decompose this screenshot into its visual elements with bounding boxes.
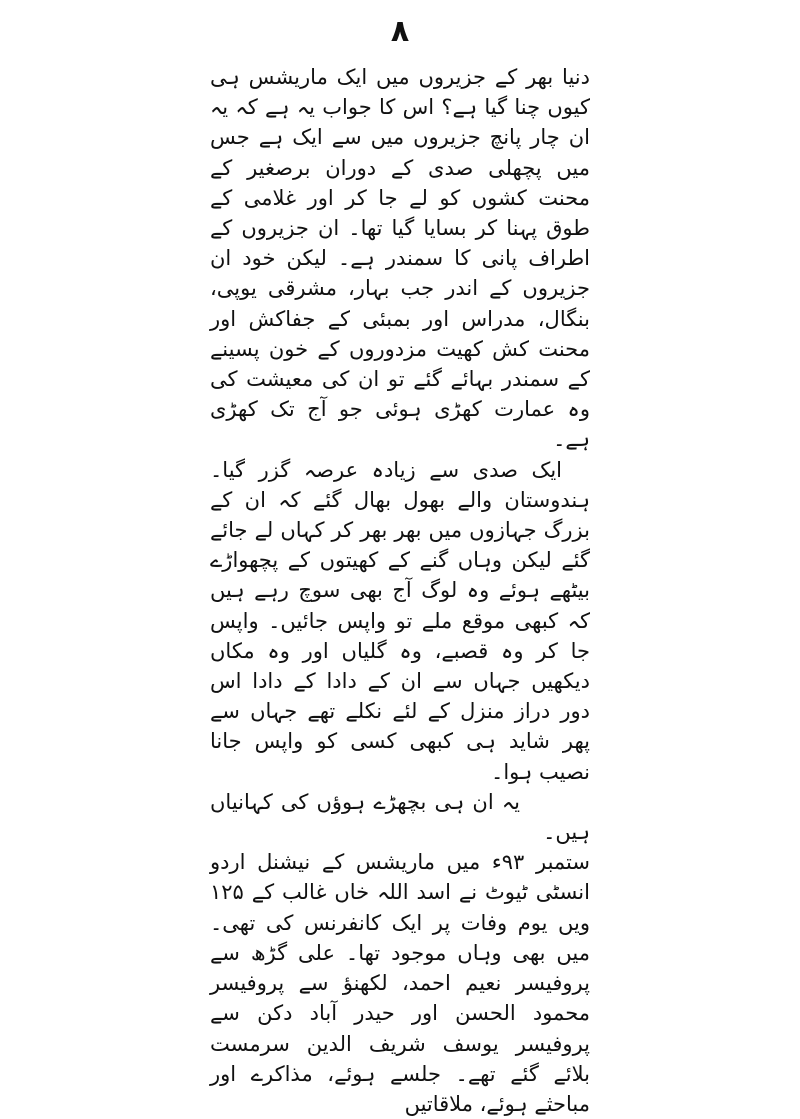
- paragraph-2: ایک صدی سے زیادہ عرصہ گزر گیا۔ ہندوستان والے بھول بھال گئے کہ ان کے بزرگ جہازوں میں بھر بھر کر کہاں لے جائے گئے لیکن وہاں گنے کے کھیتوں کے پچھواڑے بیٹھے ہوئے وہ لوگ آج بھی سوچ رہے ہیں کہ کبھی موقع ملے تو واپس جائیں۔ واپس جا کر وہ قصبے، وہ گلیاں اور وہ مکاں دیکھیں جہاں سے ان کے دادا کے دادا اس دور دراز منزل کے لئے نکلے تھے جہاں سے پھر شاید ہی کبھی کسی کو واپس جانا نصیب ہوا۔: [210, 457, 590, 784]
- paragraph-3: یہ ان ہی بچھڑے ہوؤں کی کہانیاں ہیں۔: [210, 789, 590, 845]
- paragraph-1: دنیا بھر کے جزیروں میں ایک ماریشس ہی کیوں چنا گیا ہے؟ اس کا جواب یہ ہے کہ یہ ان چار پانچ جزیروں میں سے ایک ہے جس میں پچھلی صدی کے دوران برصغیر کے محنت کشوں کو لے جا کر اور غلامی کے طوق پہنا کر بسایا گیا تھا۔ ان جزیروں کے اطراف پانی کا سمندر ہے۔ لیکن خود ان جزیروں کے اندر جب بہار، مشرقی یوپی، بنگال، مدراس اور بمبئی کے جفاکش اور محنت کش کھیت مزدوروں کے خون پسینے کے سمندر بہائے گئے تو ان کی معیشت کی وہ عمارت کھڑی ہوئی جو آج تک کھڑی ہے۔: [210, 65, 590, 452]
- page-number: ۸: [390, 14, 410, 49]
- body-text: [210, 62, 590, 1119]
- paragraph-4: ستمبر ۹۳ء میں ماریشس کے نیشنل اردو انسٹی ٹیوٹ نے اسد اللہ خاں غالب کے ۱۲۵ ویں یوم وفات پر ایک کانفرنس کی تھی۔ میں بھی وہاں موجود تھا۔ علی گڑھ سے پروفیسر نعیم احمد، لکھنؤ سے پروفیسر محمود الحسن اور حیدر آباد دکن سے پروفیسر یوسف شریف الدین سرمست بلائے گئے تھے۔ جلسے ہوئے، مذاکرے اور مباحثے ہوئے، ملاقاتیں: [210, 850, 590, 1116]
